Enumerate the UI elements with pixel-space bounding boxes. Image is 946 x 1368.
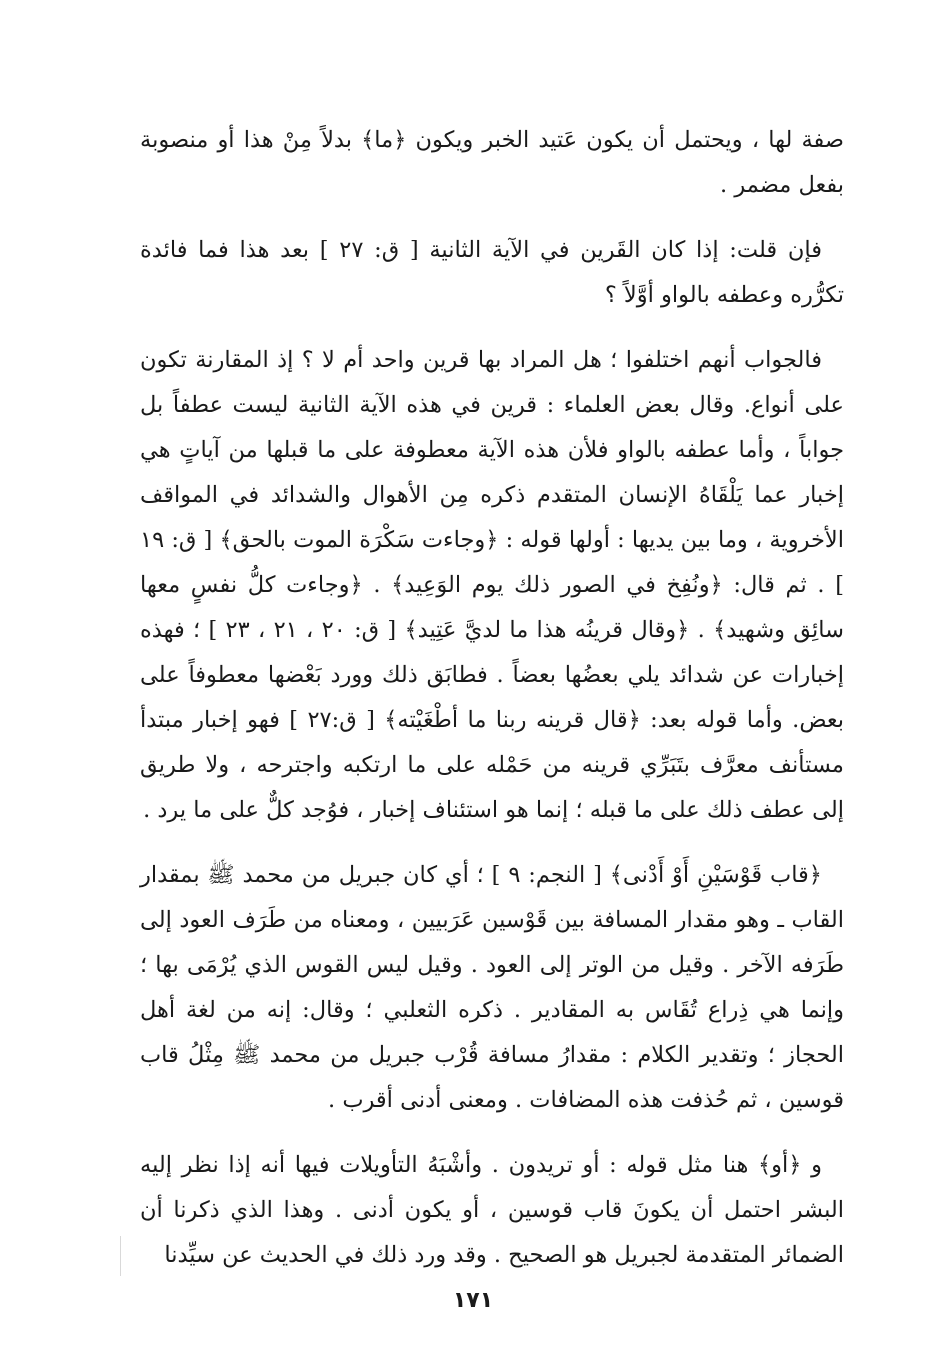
paragraph-2: فإن قلت: إذا كان القَرين في الآية الثانية [ ق: ٢٧ ] بعد هذا فما فائدة تكرُّره وعطفه بالواو أوَّلاً ؟ [140, 237, 844, 308]
page-margin-mark [120, 1236, 121, 1276]
page-number: ١٧١ [452, 1288, 494, 1313]
paragraph-1: صفة لها ، ويحتمل أن يكون عَتيد الخبر ويكون ﴿ما﴾ بدلاً مِنْ هذا أو منصوبة بفعل مضمر . [140, 127, 844, 198]
main-text-block [140, 118, 844, 1298]
paragraph-4: ﴿قاب قَوْسَيْنِ أَوْ أَدْنى﴾ [ النجم: ٩ ] ؛ أي كان جبريل من محمد ﷺ بمقدار القاب ـ وهو مقدار المسافة بين قَوْسين عَرَبيين ، ومعناه من طَرَف العود إلى طَرَفه الآخر . وقيل من الوتر إلى العود . وقيل ليس القوس الذي يُرْمَى بها ؛ وإنما هي ذِراع تُقَاس به المقادير . ذكره الثعلبي ؛ وقال: إنه من لغة أهل الحجاز ؛ وتقدير الكلام : مقدارُ مسافة قُرْب جبريل من محمد ﷺ مِثْلُ قاب قوسين ، ثم حُذفت هذه المضافات . ومعنى أدنى أقرب . [140, 862, 844, 1113]
paragraph-5: و ﴿أو﴾ هنا مثل قوله : أو تريدون . وأشْبَهُ التأويلات فيها أنه إذا نظر إليه البشر احتمل أن يكونَ قاب قوسين ، أو يكون أدنى . وهذا الذي ذكرنا أن الضمائر المتقدمة لجبريل هو الصحيح . وقد ورد ذلك في الحديث عن سيِّدنا [140, 1152, 844, 1268]
paragraph-3: فالجواب أنهم اختلفوا ؛ هل المراد بها قرين واحد أم لا ؟ إذ المقارنة تكون على أنواع. وقال بعض العلماء : قرين في هذه الآية الثانية ليست عطفاً بل جواباً ، وأما عطفه بالواو فلأن هذه الآية معطوفة على ما قبلها من آياتٍ هي إخبار عما يَلْقَاهُ الإنسان المتقدم ذكره مِن الأهوال والشدائد في المواقف الأخروية ، وما بين يديها : أولها قوله : ﴿وجاءت سَكْرَة الموت بالحق﴾ [ ق: ١٩ ] . ثم قال: ﴿ونُفِخ في الصور ذلك يوم الوَعِيد﴾ . ﴿وجاءت كلُّ نفسٍ معها سائِق وشهيد﴾ . ﴿وقال قرينُه هذا ما لديَّ عَتِيد﴾ [ ق: ٢٠ ، ٢١ ، ٢٣ ] ؛ فهذه إخبارات عن شدائد يلي بعضُها بعضاً . فطابَق ذلك وورد بَعْضها معطوفاً على بعض. وأما قوله بعد: ﴿قال قرينه ربنا ما أطْغَيْته﴾ [ ق:٢٧ ] فهو إخبار مبتدأ مستأنف معرَّف بتَبَرِّي قرينه من حَمْله على ما ارتكبه واجترحه ، ولا طريق إلى عطف ذلك على ما قبله ؛ إنما هو استئناف إخبار ، فوُجد كلٌّ على ما يرد . [140, 347, 844, 823]
